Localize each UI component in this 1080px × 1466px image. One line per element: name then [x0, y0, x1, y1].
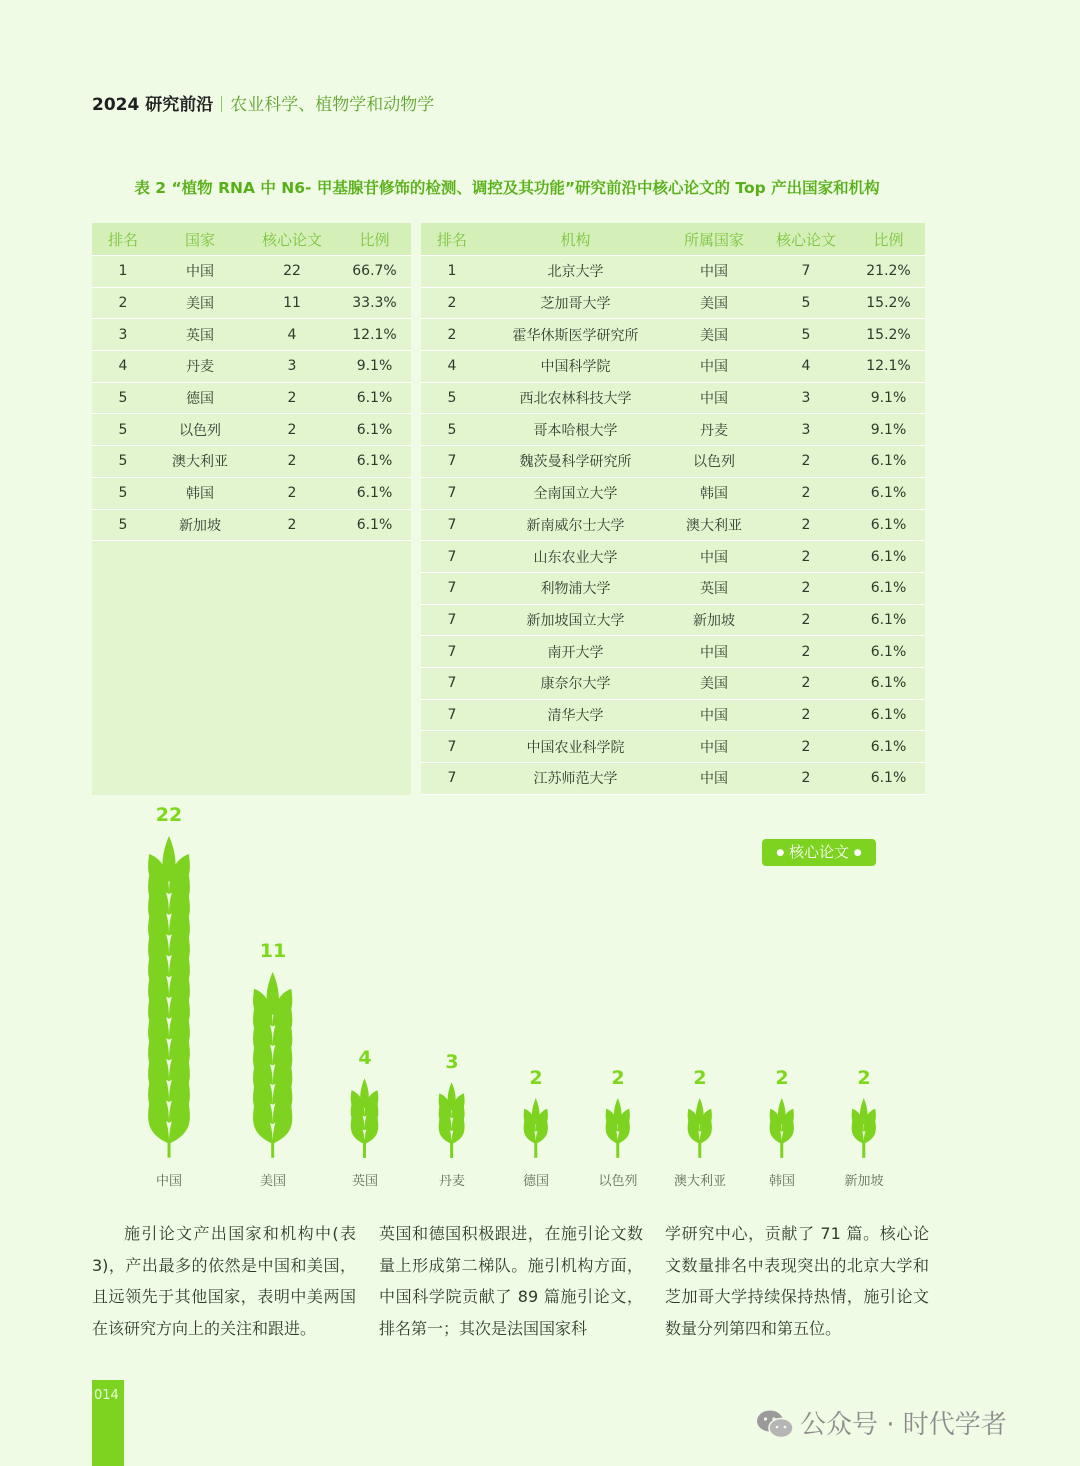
country-cell: 4 [246, 319, 338, 351]
country-cell: 中国 [154, 256, 246, 288]
institution-cell: 5 [760, 319, 852, 351]
institution-cell: 7 [421, 667, 483, 699]
country-cell: 33.3% [338, 287, 411, 319]
country-cell: 5 [92, 382, 154, 414]
institution-cell: 山东农业大学 [483, 541, 668, 573]
institution-cell: 6.1% [852, 509, 925, 541]
institution-cell: 中国 [668, 636, 760, 668]
country-cell: 5 [92, 414, 154, 446]
institution-cell: 21.2% [852, 256, 925, 288]
institution-cell: 英国 [668, 572, 760, 604]
spike-category-label: 德国 [522, 1174, 549, 1189]
institution-row [421, 446, 925, 478]
spike-category-label: 英国 [351, 1174, 378, 1189]
country-cell: 5 [92, 509, 154, 541]
country-cell: 6.1% [338, 509, 411, 541]
institution-row [421, 319, 925, 351]
country-cell: 2 [246, 446, 338, 478]
institution-header-cell: 比例 [852, 223, 925, 256]
spike-category-label: 美国 [259, 1174, 286, 1189]
wheat-spike-bar [431, 1081, 472, 1158]
section-title: 农业科学、植物学和动物学 [230, 95, 435, 115]
spike-category-label: 以色列 [598, 1174, 638, 1189]
institution-row [421, 414, 925, 446]
institution-row [421, 509, 925, 541]
institution-row [421, 541, 925, 573]
institution-header-cell: 机构 [483, 223, 668, 256]
country-cell: 3 [92, 319, 154, 351]
header-divider [221, 96, 222, 112]
institutions-table-body [421, 256, 925, 795]
country-header-cell: 比例 [338, 223, 411, 256]
institution-cell: 中国 [668, 256, 760, 288]
wheat-spike-bar [762, 1097, 802, 1158]
country-cell: 4 [92, 351, 154, 383]
wheat-spike-bar [598, 1097, 638, 1158]
institution-cell: 康奈尔大学 [483, 667, 668, 699]
country-header-cell: 国家 [154, 223, 246, 256]
spike-value-label: 2 [693, 1067, 707, 1090]
country-cell: 6.1% [338, 477, 411, 509]
country-cell: 5 [92, 477, 154, 509]
institution-row [421, 572, 925, 604]
institution-header-cell: 核心论文 [760, 223, 852, 256]
spike-category-label: 韩国 [768, 1174, 795, 1189]
institution-row [421, 351, 925, 383]
institution-row [421, 731, 925, 763]
spike-value-label: 22 [155, 804, 183, 827]
spike-category-label: 中国 [155, 1174, 182, 1189]
institutions-table-header [421, 223, 925, 256]
institution-cell: 利物浦大学 [483, 572, 668, 604]
legend-dot-right: ● [853, 848, 862, 858]
country-row [92, 256, 411, 288]
institution-cell: 2 [760, 763, 852, 795]
page-number: 014 [94, 1388, 119, 1403]
institution-cell: 7 [760, 256, 852, 288]
body-text-col2: 英国和德国积极跟进，在施引论文数量上形成第二梯队。施引机构方面，中国科学院贡献了 89 篇施引论文，排名第一；其次是法国国家科 [379, 1224, 643, 1338]
country-cell: 3 [246, 351, 338, 383]
institution-cell: 5 [760, 287, 852, 319]
country-cell: 2 [246, 414, 338, 446]
institution-cell: 7 [421, 572, 483, 604]
wheat-spike-bar [343, 1077, 386, 1158]
institutions-table-panel [421, 223, 925, 795]
institution-row [421, 604, 925, 636]
country-cell: 6.1% [338, 382, 411, 414]
institution-cell: 韩国 [668, 477, 760, 509]
institution-cell: 9.1% [852, 382, 925, 414]
institution-cell: 以色列 [668, 446, 760, 478]
institution-cell: 9.1% [852, 414, 925, 446]
spike-value-label: 2 [857, 1067, 871, 1090]
institution-cell: 2 [760, 667, 852, 699]
institution-header-cell: 所属国家 [668, 223, 760, 256]
legend-dot-left: ● [776, 848, 785, 858]
country-cell: 11 [246, 287, 338, 319]
country-cell: 德国 [154, 382, 246, 414]
institution-row [421, 763, 925, 795]
spike-category-label: 丹麦 [438, 1174, 465, 1189]
institution-cell: 6.1% [852, 636, 925, 668]
body-text-col1: 施引论文产出国家和机构中(表3)，产出最多的依然是中国和美国，且远领先于其他国家，表明中美两国在该研究方向上的关注和跟进。 [92, 1224, 356, 1338]
wheat-spike-bar [516, 1097, 556, 1158]
wechat-icon [756, 1409, 794, 1439]
country-cell: 2 [92, 287, 154, 319]
country-cell: 英国 [154, 319, 246, 351]
running-header [92, 90, 434, 115]
institution-cell: 新南威尔士大学 [483, 509, 668, 541]
institution-cell: 江苏师范大学 [483, 763, 668, 795]
country-cell: 2 [246, 477, 338, 509]
country-cell: 以色列 [154, 414, 246, 446]
country-cell: 美国 [154, 287, 246, 319]
institution-cell: 6.1% [852, 446, 925, 478]
institution-cell: 6.1% [852, 763, 925, 795]
institution-cell: 新加坡 [668, 604, 760, 636]
institution-cell: 魏茨曼科学研究所 [483, 446, 668, 478]
spike-category-label: 澳大利亚 [673, 1174, 726, 1189]
legend-label: 核心论文 [788, 843, 849, 861]
institution-cell: 15.2% [852, 287, 925, 319]
institution-cell: 2 [421, 319, 483, 351]
institution-cell: 6.1% [852, 541, 925, 573]
institution-cell: 5 [421, 382, 483, 414]
institution-cell: 美国 [668, 667, 760, 699]
institution-cell: 中国 [668, 382, 760, 414]
report-title: 2024 研究前沿 [92, 95, 214, 115]
institution-cell: 3 [760, 414, 852, 446]
country-cell: 2 [246, 382, 338, 414]
institution-cell: 2 [760, 699, 852, 731]
institution-cell: 澳大利亚 [668, 509, 760, 541]
country-cell: 韩国 [154, 477, 246, 509]
institution-cell: 2 [760, 731, 852, 763]
institution-cell: 2 [760, 446, 852, 478]
country-row [92, 287, 411, 319]
institution-cell: 15.2% [852, 319, 925, 351]
institution-cell: 霍华休斯医学研究所 [483, 319, 668, 351]
institution-cell: 全南国立大学 [483, 477, 668, 509]
countries-table-panel [92, 223, 411, 795]
institution-cell: 12.1% [852, 351, 925, 383]
institution-cell: 2 [760, 572, 852, 604]
institution-row [421, 382, 925, 414]
spike-value-label: 4 [358, 1046, 372, 1069]
institution-cell: 6.1% [852, 572, 925, 604]
country-header-cell: 核心论文 [246, 223, 338, 256]
institution-cell: 中国科学院 [483, 351, 668, 383]
countries-table-body [92, 256, 411, 541]
institution-cell: 中国 [668, 763, 760, 795]
spike-value-label: 2 [775, 1067, 789, 1090]
wheat-spike-bar [680, 1097, 720, 1158]
institution-row [421, 287, 925, 319]
institution-cell: 7 [421, 446, 483, 478]
institution-cell: 中国 [668, 351, 760, 383]
institution-cell: 7 [421, 731, 483, 763]
spike-value-label: 2 [611, 1067, 625, 1090]
institution-cell: 6.1% [852, 667, 925, 699]
institution-cell: 1 [421, 256, 483, 288]
institution-cell: 清华大学 [483, 699, 668, 731]
country-cell: 1 [92, 256, 154, 288]
institution-cell: 中国 [668, 699, 760, 731]
institution-cell: 中国 [668, 731, 760, 763]
spike-value-label: 3 [445, 1051, 459, 1073]
watermark-text: 公众号 · 时代学者 [800, 1410, 1007, 1440]
country-row [92, 446, 411, 478]
country-cell: 6.1% [338, 446, 411, 478]
country-row [92, 509, 411, 541]
institution-cell: 2 [421, 287, 483, 319]
countries-table [92, 223, 411, 541]
institution-cell: 中国 [668, 541, 760, 573]
table-caption: 表 2 “植物 RNA 中 N6- 甲基腺苷修饰的检测、调控及其功能”研究前沿中核心论文的 Top 产出国家和机构 [134, 179, 880, 197]
country-row [92, 351, 411, 383]
country-cell: 澳大利亚 [154, 446, 246, 478]
institution-cell: 4 [421, 351, 483, 383]
institution-cell: 2 [760, 636, 852, 668]
country-cell: 5 [92, 446, 154, 478]
institution-cell: 7 [421, 509, 483, 541]
spike-value-label: 11 [259, 940, 287, 963]
country-cell: 新加坡 [154, 509, 246, 541]
countries-table-header [92, 223, 411, 256]
institution-cell: 美国 [668, 319, 760, 351]
wheat-spike-bar [245, 970, 300, 1158]
body-text-col3: 学研究中心，贡献了 71 篇。核心论文数量排名中表现突出的北京大学和芝加哥大学持续保持热情，施引论文数量分列第四和第五位。 [665, 1224, 929, 1338]
institution-cell: 3 [760, 382, 852, 414]
country-cell: 66.7% [338, 256, 411, 288]
country-row [92, 477, 411, 509]
country-row [92, 319, 411, 351]
institution-row [421, 667, 925, 699]
institution-cell: 7 [421, 604, 483, 636]
institution-cell: 哥本哈根大学 [483, 414, 668, 446]
institution-cell: 美国 [668, 287, 760, 319]
institutions-table [421, 223, 925, 795]
institution-cell: 6.1% [852, 604, 925, 636]
country-cell: 22 [246, 256, 338, 288]
spike-value-label: 2 [529, 1067, 543, 1090]
institution-cell: 北京大学 [483, 256, 668, 288]
institution-row [421, 636, 925, 668]
institution-header-cell: 排名 [421, 223, 483, 256]
country-cell: 丹麦 [154, 351, 246, 383]
wheat-spike-bar [140, 834, 198, 1158]
institution-cell: 5 [421, 414, 483, 446]
institution-cell: 2 [760, 604, 852, 636]
institution-cell: 7 [421, 763, 483, 795]
country-cell: 2 [246, 509, 338, 541]
institution-cell: 7 [421, 699, 483, 731]
institution-cell: 6.1% [852, 477, 925, 509]
institution-cell: 2 [760, 541, 852, 573]
institution-cell: 2 [760, 509, 852, 541]
watermark [756, 1404, 1007, 1441]
institution-cell: 丹麦 [668, 414, 760, 446]
institution-row [421, 477, 925, 509]
institution-row [421, 256, 925, 288]
institution-cell: 7 [421, 541, 483, 573]
institution-cell: 7 [421, 636, 483, 668]
institution-cell: 4 [760, 351, 852, 383]
institution-cell: 西北农林科技大学 [483, 382, 668, 414]
institution-cell: 7 [421, 477, 483, 509]
institution-cell: 2 [760, 477, 852, 509]
country-header-cell: 排名 [92, 223, 154, 256]
spike-category-label: 新加坡 [844, 1174, 884, 1189]
institution-cell: 中国农业科学院 [483, 731, 668, 763]
institution-cell: 南开大学 [483, 636, 668, 668]
institution-cell: 6.1% [852, 699, 925, 731]
chart-legend [762, 839, 876, 866]
country-cell: 6.1% [338, 414, 411, 446]
institution-cell: 新加坡国立大学 [483, 604, 668, 636]
institution-cell: 6.1% [852, 731, 925, 763]
country-cell: 9.1% [338, 351, 411, 383]
wheat-spike-bar [844, 1097, 884, 1158]
institution-cell: 芝加哥大学 [483, 287, 668, 319]
country-row [92, 414, 411, 446]
country-row [92, 382, 411, 414]
institution-row [421, 699, 925, 731]
country-cell: 12.1% [338, 319, 411, 351]
